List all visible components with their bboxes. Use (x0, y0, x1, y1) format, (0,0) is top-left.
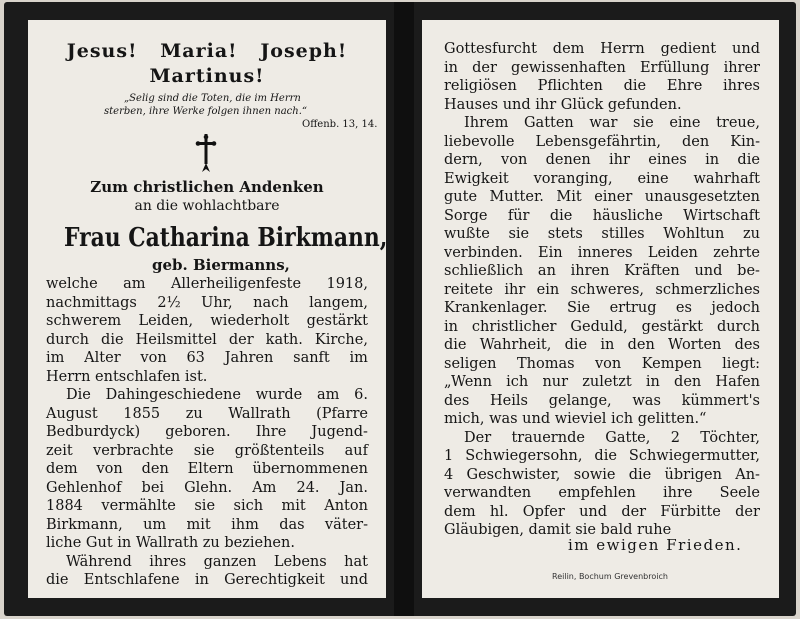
text-line: „Wenn ich nur zuletzt in den Hafen (444, 374, 760, 390)
text-line: durch die Heilsmittel der kath. Kirche, (46, 331, 368, 348)
text-line: mich, was und wieviel ich gelitten.“ (444, 411, 707, 427)
text-line: Bedburdyck) geboren. Ihre Jugend- (46, 424, 368, 440)
printer-imprint: Reilin, Bochum Grevenbroich (552, 572, 668, 581)
heading-holy-names: Jesus! Maria! Joseph! (66, 40, 348, 62)
text-line: dem hl. Opfer und der Fürbitte der (444, 503, 760, 520)
memory-subheading: an die wohlachtbare (134, 198, 280, 214)
text-line: des Heils gelange, was kümmert's (444, 392, 760, 409)
text-line: 1884 vermählte sie sich mit Anton (46, 498, 368, 514)
text-line: Gläubigen, damit sie bald ruhe (444, 522, 672, 538)
text-line: welche am Allerheiligenfeste 1918, (46, 276, 368, 292)
text-line: die Wahrheit, die in den Worten des (444, 337, 760, 353)
memory-heading: Zum christlichen Andenken (90, 178, 324, 196)
text-line: 4 Geschwister, sowie die übrigen An- (444, 466, 760, 483)
birth-name: geb. Biermanns, (152, 256, 290, 274)
text-line: schwerem Leiden, wiederholt gestärkt (46, 313, 368, 329)
memorial-card (4, 2, 796, 616)
text-line: liebevolle Lebensgefährtin, den Kin- (444, 133, 760, 150)
text-line: religiösen Pflichten die Ehre ihres (444, 78, 760, 94)
text-line: Während ihres ganzen Lebens hat (66, 553, 368, 570)
text-line: im Alter von 63 Jahren sanft im (46, 350, 368, 366)
obituary-text-right (444, 40, 760, 540)
text-line: liche Gut in Wallrath zu beziehen. (46, 535, 295, 551)
text-line: nachmittags 2½ Uhr, nach langem, (46, 294, 368, 311)
quote-line-1: „Selig sind die Toten, die im Herrn (124, 93, 301, 104)
quote-line-2: sterben, ihre Werke folgen ihnen nach.“ (104, 106, 308, 117)
text-line: verwandten empfehlen ihre Seele (444, 485, 760, 501)
cross-icon (194, 133, 218, 173)
text-line: seligen Thomas von Kempen liegt: (444, 355, 760, 372)
text-line: Der trauernde Gatte, 2 Töchter, (464, 429, 760, 446)
text-line: Gottesfurcht dem Herrn gedient und (444, 41, 760, 57)
deceased-name: Frau Catharina Birkmann, (64, 223, 388, 253)
text-line: verbinden. Ein inneres Leiden zehrte (444, 244, 760, 261)
text-line: in christlicher Geduld, gestärkt durch (444, 318, 760, 335)
right-page (422, 20, 779, 598)
text-line: schließlich an ihren Kräften und be- (444, 263, 760, 279)
text-line: 1 Schwiegersohn, die Schwiegermutter, (444, 448, 760, 464)
text-line: Sorge für die häusliche Wirtschaft (444, 207, 760, 224)
text-line: in der gewissenhaften Erfüllung ihrer (444, 59, 760, 76)
text-line: Gehlenhof bei Glehn. Am 24. Jan. (46, 479, 368, 496)
text-line: die Entschlafene in Gerechtigkeit und (46, 572, 368, 588)
text-line: zeit verbrachte sie größtenteils auf (46, 442, 368, 459)
text-line: dern, von denen ihr eines in die (444, 152, 760, 168)
text-line: Ihrem Gatten war sie eine treue, (464, 115, 760, 131)
text-line: Die Dahingeschiedene wurde am 6. (66, 387, 368, 403)
text-line: reitete ihr ein schweres, schmerzliches (444, 281, 760, 298)
quote-reference: Offenb. 13, 14. (302, 119, 378, 130)
text-line: wußte sie stets stilles Wohltun zu (444, 226, 760, 242)
text-line: Ewigkeit voranging, eine wahrhaft (444, 170, 760, 187)
left-page (28, 20, 386, 598)
text-line: gute Mutter. Mit einer unausgesetzten (444, 189, 760, 205)
text-line: Birkmann, um mit ihm das väter- (46, 516, 368, 533)
text-line: dem von den Eltern übernommenen (46, 461, 368, 477)
card-fold (394, 2, 414, 616)
heading-saint: Martinus! (149, 65, 265, 87)
text-line: Herrn entschlafen ist. (46, 368, 208, 385)
text-line: Krankenlager. Sie ertrug es jedoch (444, 300, 760, 316)
closing-line: im ewigen Frieden. (568, 536, 743, 554)
obituary-text-left (46, 275, 368, 590)
text-line: August 1855 zu Wallrath (Pfarre (46, 405, 368, 422)
text-line: Hauses und ihr Glück gefunden. (444, 96, 682, 113)
